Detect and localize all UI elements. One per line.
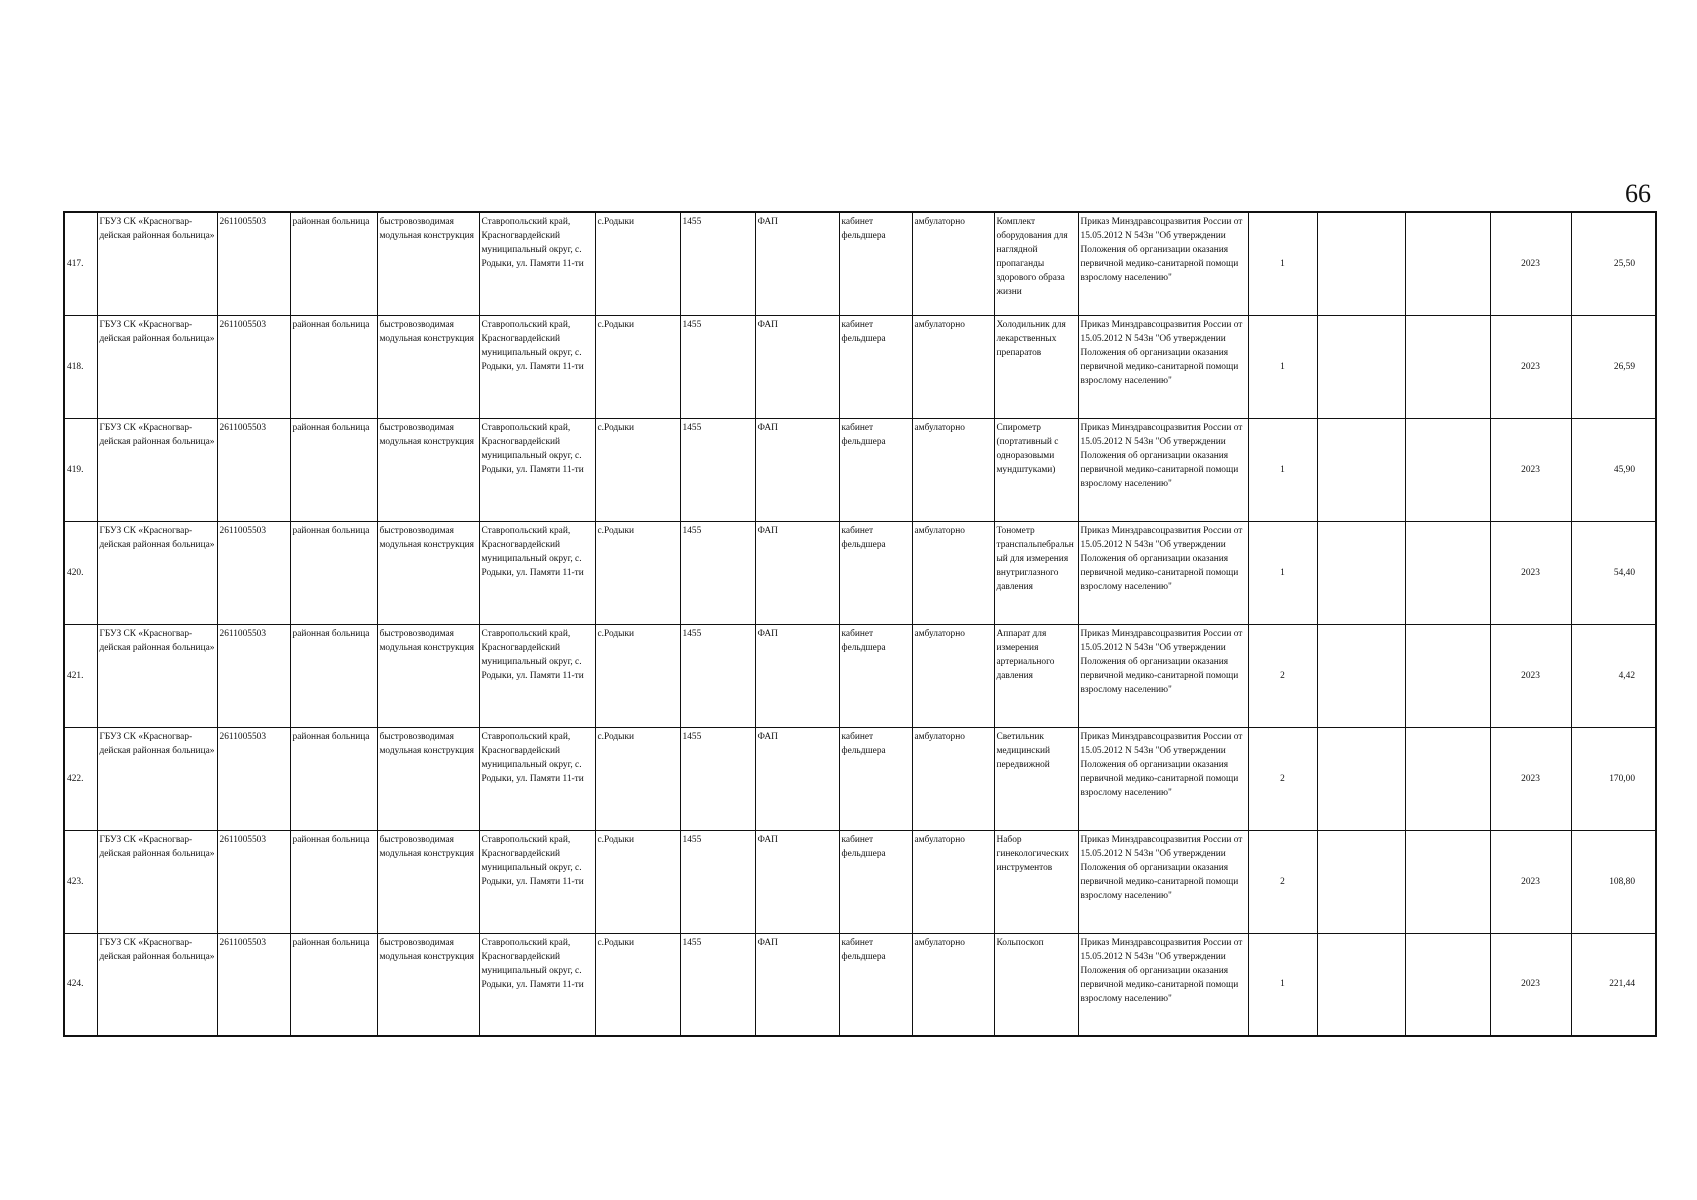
cost: 4,42: [1571, 624, 1656, 727]
empty-cell-2: [1405, 727, 1490, 830]
legal-basis: Приказ Минздравсоцразвития России от 15.05.2012 N 543н "Об утверждении Положения об организации оказания первичной медико-санитарной помощи взрослому населению": [1078, 933, 1248, 1036]
care-mode: амбулаторно: [912, 933, 994, 1036]
care-mode: амбулаторно: [912, 212, 994, 315]
building-type: быстровозводимая модульная конструкция: [377, 212, 479, 315]
table-row: [64, 521, 1656, 624]
address: Ставропольский край, Красногвардейский муниципальный округ, с. Родыки, ул. Памяти 11-ти: [479, 418, 595, 521]
empty-cell-1: [1317, 624, 1405, 727]
cost: 221,44: [1571, 933, 1656, 1036]
building-type: быстровозводимая модульная конструкция: [377, 727, 479, 830]
row-number: 424.: [64, 933, 97, 1036]
settlement: с.Родыки: [595, 212, 680, 315]
quantity: 1: [1248, 315, 1317, 418]
equipment-name: Светильник медицинский передвижной: [994, 727, 1078, 830]
empty-cell-2: [1405, 830, 1490, 933]
organization: ГБУЗ СК «Красногвар-дейская районная больница»: [97, 315, 217, 418]
population: 1455: [680, 212, 755, 315]
equipment-name: Спирометр (портативный с одноразовыми мундштуками): [994, 418, 1078, 521]
address: Ставропольский край, Красногвардейский муниципальный округ, с. Родыки, ул. Памяти 11-ти: [479, 830, 595, 933]
settlement: с.Родыки: [595, 315, 680, 418]
address: Ставропольский край, Красногвардейский муниципальный округ, с. Родыки, ул. Памяти 11-ти: [479, 933, 595, 1036]
org-type: районная больница: [290, 727, 377, 830]
building-type: быстровозводимая модульная конструкция: [377, 624, 479, 727]
inn-code: 2611005503: [217, 315, 290, 418]
room: кабинет фельдшера: [839, 727, 912, 830]
care-mode: амбулаторно: [912, 418, 994, 521]
unit-type: ФАП: [755, 315, 839, 418]
legal-basis: Приказ Минздравсоцразвития России от 15.05.2012 N 543н "Об утверждении Положения об организации оказания первичной медико-санитарной помощи взрослому населению": [1078, 830, 1248, 933]
care-mode: амбулаторно: [912, 315, 994, 418]
population: 1455: [680, 315, 755, 418]
quantity: 2: [1248, 727, 1317, 830]
org-type: районная больница: [290, 212, 377, 315]
year: 2023: [1490, 418, 1571, 521]
year: 2023: [1490, 315, 1571, 418]
quantity: 1: [1248, 212, 1317, 315]
cost: 45,90: [1571, 418, 1656, 521]
quantity: 1: [1248, 933, 1317, 1036]
equipment-name: Набор гинекологических инструментов: [994, 830, 1078, 933]
population: 1455: [680, 418, 755, 521]
year: 2023: [1490, 933, 1571, 1036]
cost: 26,59: [1571, 315, 1656, 418]
address: Ставропольский край, Красногвардейский муниципальный округ, с. Родыки, ул. Памяти 11-ти: [479, 521, 595, 624]
row-number: 417.: [64, 212, 97, 315]
unit-type: ФАП: [755, 418, 839, 521]
cost: 108,80: [1571, 830, 1656, 933]
table-row: [64, 212, 1656, 315]
population: 1455: [680, 933, 755, 1036]
organization: ГБУЗ СК «Красногвар-дейская районная больница»: [97, 830, 217, 933]
room: кабинет фельдшера: [839, 212, 912, 315]
legal-basis: Приказ Минздравсоцразвития России от 15.05.2012 N 543н "Об утверждении Положения об организации оказания первичной медико-санитарной помощи взрослому населению": [1078, 315, 1248, 418]
room: кабинет фельдшера: [839, 624, 912, 727]
unit-type: ФАП: [755, 830, 839, 933]
quantity: 1: [1248, 418, 1317, 521]
table-row: [64, 624, 1656, 727]
room: кабинет фельдшера: [839, 418, 912, 521]
care-mode: амбулаторно: [912, 830, 994, 933]
address: Ставропольский край, Красногвардейский муниципальный округ, с. Родыки, ул. Памяти 11-ти: [479, 624, 595, 727]
table-row: [64, 830, 1656, 933]
empty-cell-1: [1317, 830, 1405, 933]
equipment-name: Комплект оборудования для наглядной пропаганды здорового образа жизни: [994, 212, 1078, 315]
year: 2023: [1490, 521, 1571, 624]
quantity: 2: [1248, 624, 1317, 727]
organization: ГБУЗ СК «Красногвар-дейская районная больница»: [97, 624, 217, 727]
address: Ставропольский край, Красногвардейский муниципальный округ, с. Родыки, ул. Памяти 11-ти: [479, 727, 595, 830]
population: 1455: [680, 624, 755, 727]
room: кабинет фельдшера: [839, 933, 912, 1036]
cost: 54,40: [1571, 521, 1656, 624]
population: 1455: [680, 727, 755, 830]
inn-code: 2611005503: [217, 830, 290, 933]
year: 2023: [1490, 830, 1571, 933]
org-type: районная больница: [290, 315, 377, 418]
equipment-name: Холодильник для лекарственных препаратов: [994, 315, 1078, 418]
inn-code: 2611005503: [217, 521, 290, 624]
settlement: с.Родыки: [595, 727, 680, 830]
unit-type: ФАП: [755, 727, 839, 830]
equipment-name: Кольпоскоп: [994, 933, 1078, 1036]
page-number: 66: [1625, 179, 1651, 208]
quantity: 1: [1248, 521, 1317, 624]
empty-cell-1: [1317, 727, 1405, 830]
inn-code: 2611005503: [217, 212, 290, 315]
care-mode: амбулаторно: [912, 727, 994, 830]
row-number: 418.: [64, 315, 97, 418]
building-type: быстровозводимая модульная конструкция: [377, 830, 479, 933]
empty-cell-1: [1317, 521, 1405, 624]
org-type: районная больница: [290, 933, 377, 1036]
table-row: [64, 315, 1656, 418]
inn-code: 2611005503: [217, 727, 290, 830]
empty-cell-1: [1317, 418, 1405, 521]
legal-basis: Приказ Минздравсоцразвития России от 15.05.2012 N 543н "Об утверждении Положения об организации оказания первичной медико-санитарной помощи взрослому населению": [1078, 727, 1248, 830]
room: кабинет фельдшера: [839, 521, 912, 624]
care-mode: амбулаторно: [912, 624, 994, 727]
empty-cell-2: [1405, 521, 1490, 624]
year: 2023: [1490, 212, 1571, 315]
inn-code: 2611005503: [217, 624, 290, 727]
cost: 25,50: [1571, 212, 1656, 315]
cost: 170,00: [1571, 727, 1656, 830]
unit-type: ФАП: [755, 212, 839, 315]
empty-cell-1: [1317, 315, 1405, 418]
unit-type: ФАП: [755, 933, 839, 1036]
unit-type: ФАП: [755, 521, 839, 624]
organization: ГБУЗ СК «Красногвар-дейская районная больница»: [97, 933, 217, 1036]
address: Ставропольский край, Красногвардейский муниципальный округ, с. Родыки, ул. Памяти 11-ти: [479, 315, 595, 418]
empty-cell-2: [1405, 418, 1490, 521]
care-mode: амбулаторно: [912, 521, 994, 624]
organization: ГБУЗ СК «Красногвар-дейская районная больница»: [97, 418, 217, 521]
building-type: быстровозводимая модульная конструкция: [377, 315, 479, 418]
legal-basis: Приказ Минздравсоцразвития России от 15.05.2012 N 543н "Об утверждении Положения об организации оказания первичной медико-санитарной помощи взрослому населению": [1078, 418, 1248, 521]
row-number: 420.: [64, 521, 97, 624]
row-number: 419.: [64, 418, 97, 521]
settlement: с.Родыки: [595, 933, 680, 1036]
organization: ГБУЗ СК «Красногвар-дейская районная больница»: [97, 212, 217, 315]
organization: ГБУЗ СК «Красногвар-дейская районная больница»: [97, 727, 217, 830]
building-type: быстровозводимая модульная конструкция: [377, 418, 479, 521]
empty-cell-1: [1317, 212, 1405, 315]
inn-code: 2611005503: [217, 933, 290, 1036]
building-type: быстровозводимая модульная конструкция: [377, 521, 479, 624]
settlement: с.Родыки: [595, 624, 680, 727]
empty-cell-1: [1317, 933, 1405, 1036]
year: 2023: [1490, 624, 1571, 727]
org-type: районная больница: [290, 830, 377, 933]
inn-code: 2611005503: [217, 418, 290, 521]
org-type: районная больница: [290, 624, 377, 727]
settlement: с.Родыки: [595, 418, 680, 521]
legal-basis: Приказ Минздравсоцразвития России от 15.05.2012 N 543н "Об утверждении Положения об организации оказания первичной медико-санитарной помощи взрослому населению": [1078, 212, 1248, 315]
empty-cell-2: [1405, 624, 1490, 727]
empty-cell-2: [1405, 212, 1490, 315]
year: 2023: [1490, 727, 1571, 830]
empty-cell-2: [1405, 315, 1490, 418]
population: 1455: [680, 830, 755, 933]
empty-cell-2: [1405, 933, 1490, 1036]
equipment-register-table: [63, 211, 1657, 1037]
table-row: [64, 933, 1656, 1036]
row-number: 422.: [64, 727, 97, 830]
org-type: районная больница: [290, 418, 377, 521]
table-row: [64, 727, 1656, 830]
row-number: 423.: [64, 830, 97, 933]
legal-basis: Приказ Минздравсоцразвития России от 15.05.2012 N 543н "Об утверждении Положения об организации оказания первичной медико-санитарной помощи взрослому населению": [1078, 521, 1248, 624]
table-row: [64, 418, 1656, 521]
legal-basis: Приказ Минздравсоцразвития России от 15.05.2012 N 543н "Об утверждении Положения об организации оказания первичной медико-санитарной помощи взрослому населению": [1078, 624, 1248, 727]
quantity: 2: [1248, 830, 1317, 933]
org-type: районная больница: [290, 521, 377, 624]
unit-type: ФАП: [755, 624, 839, 727]
address: Ставропольский край, Красногвардейский муниципальный округ, с. Родыки, ул. Памяти 11-ти: [479, 212, 595, 315]
room: кабинет фельдшера: [839, 315, 912, 418]
population: 1455: [680, 521, 755, 624]
equipment-name: Тонометр транспальпебральный для измерения внутриглазного давления: [994, 521, 1078, 624]
equipment-name: Аппарат для измерения артериального давления: [994, 624, 1078, 727]
building-type: быстровозводимая модульная конструкция: [377, 933, 479, 1036]
room: кабинет фельдшера: [839, 830, 912, 933]
organization: ГБУЗ СК «Красногвар-дейская районная больница»: [97, 521, 217, 624]
row-number: 421.: [64, 624, 97, 727]
settlement: с.Родыки: [595, 830, 680, 933]
settlement: с.Родыки: [595, 521, 680, 624]
